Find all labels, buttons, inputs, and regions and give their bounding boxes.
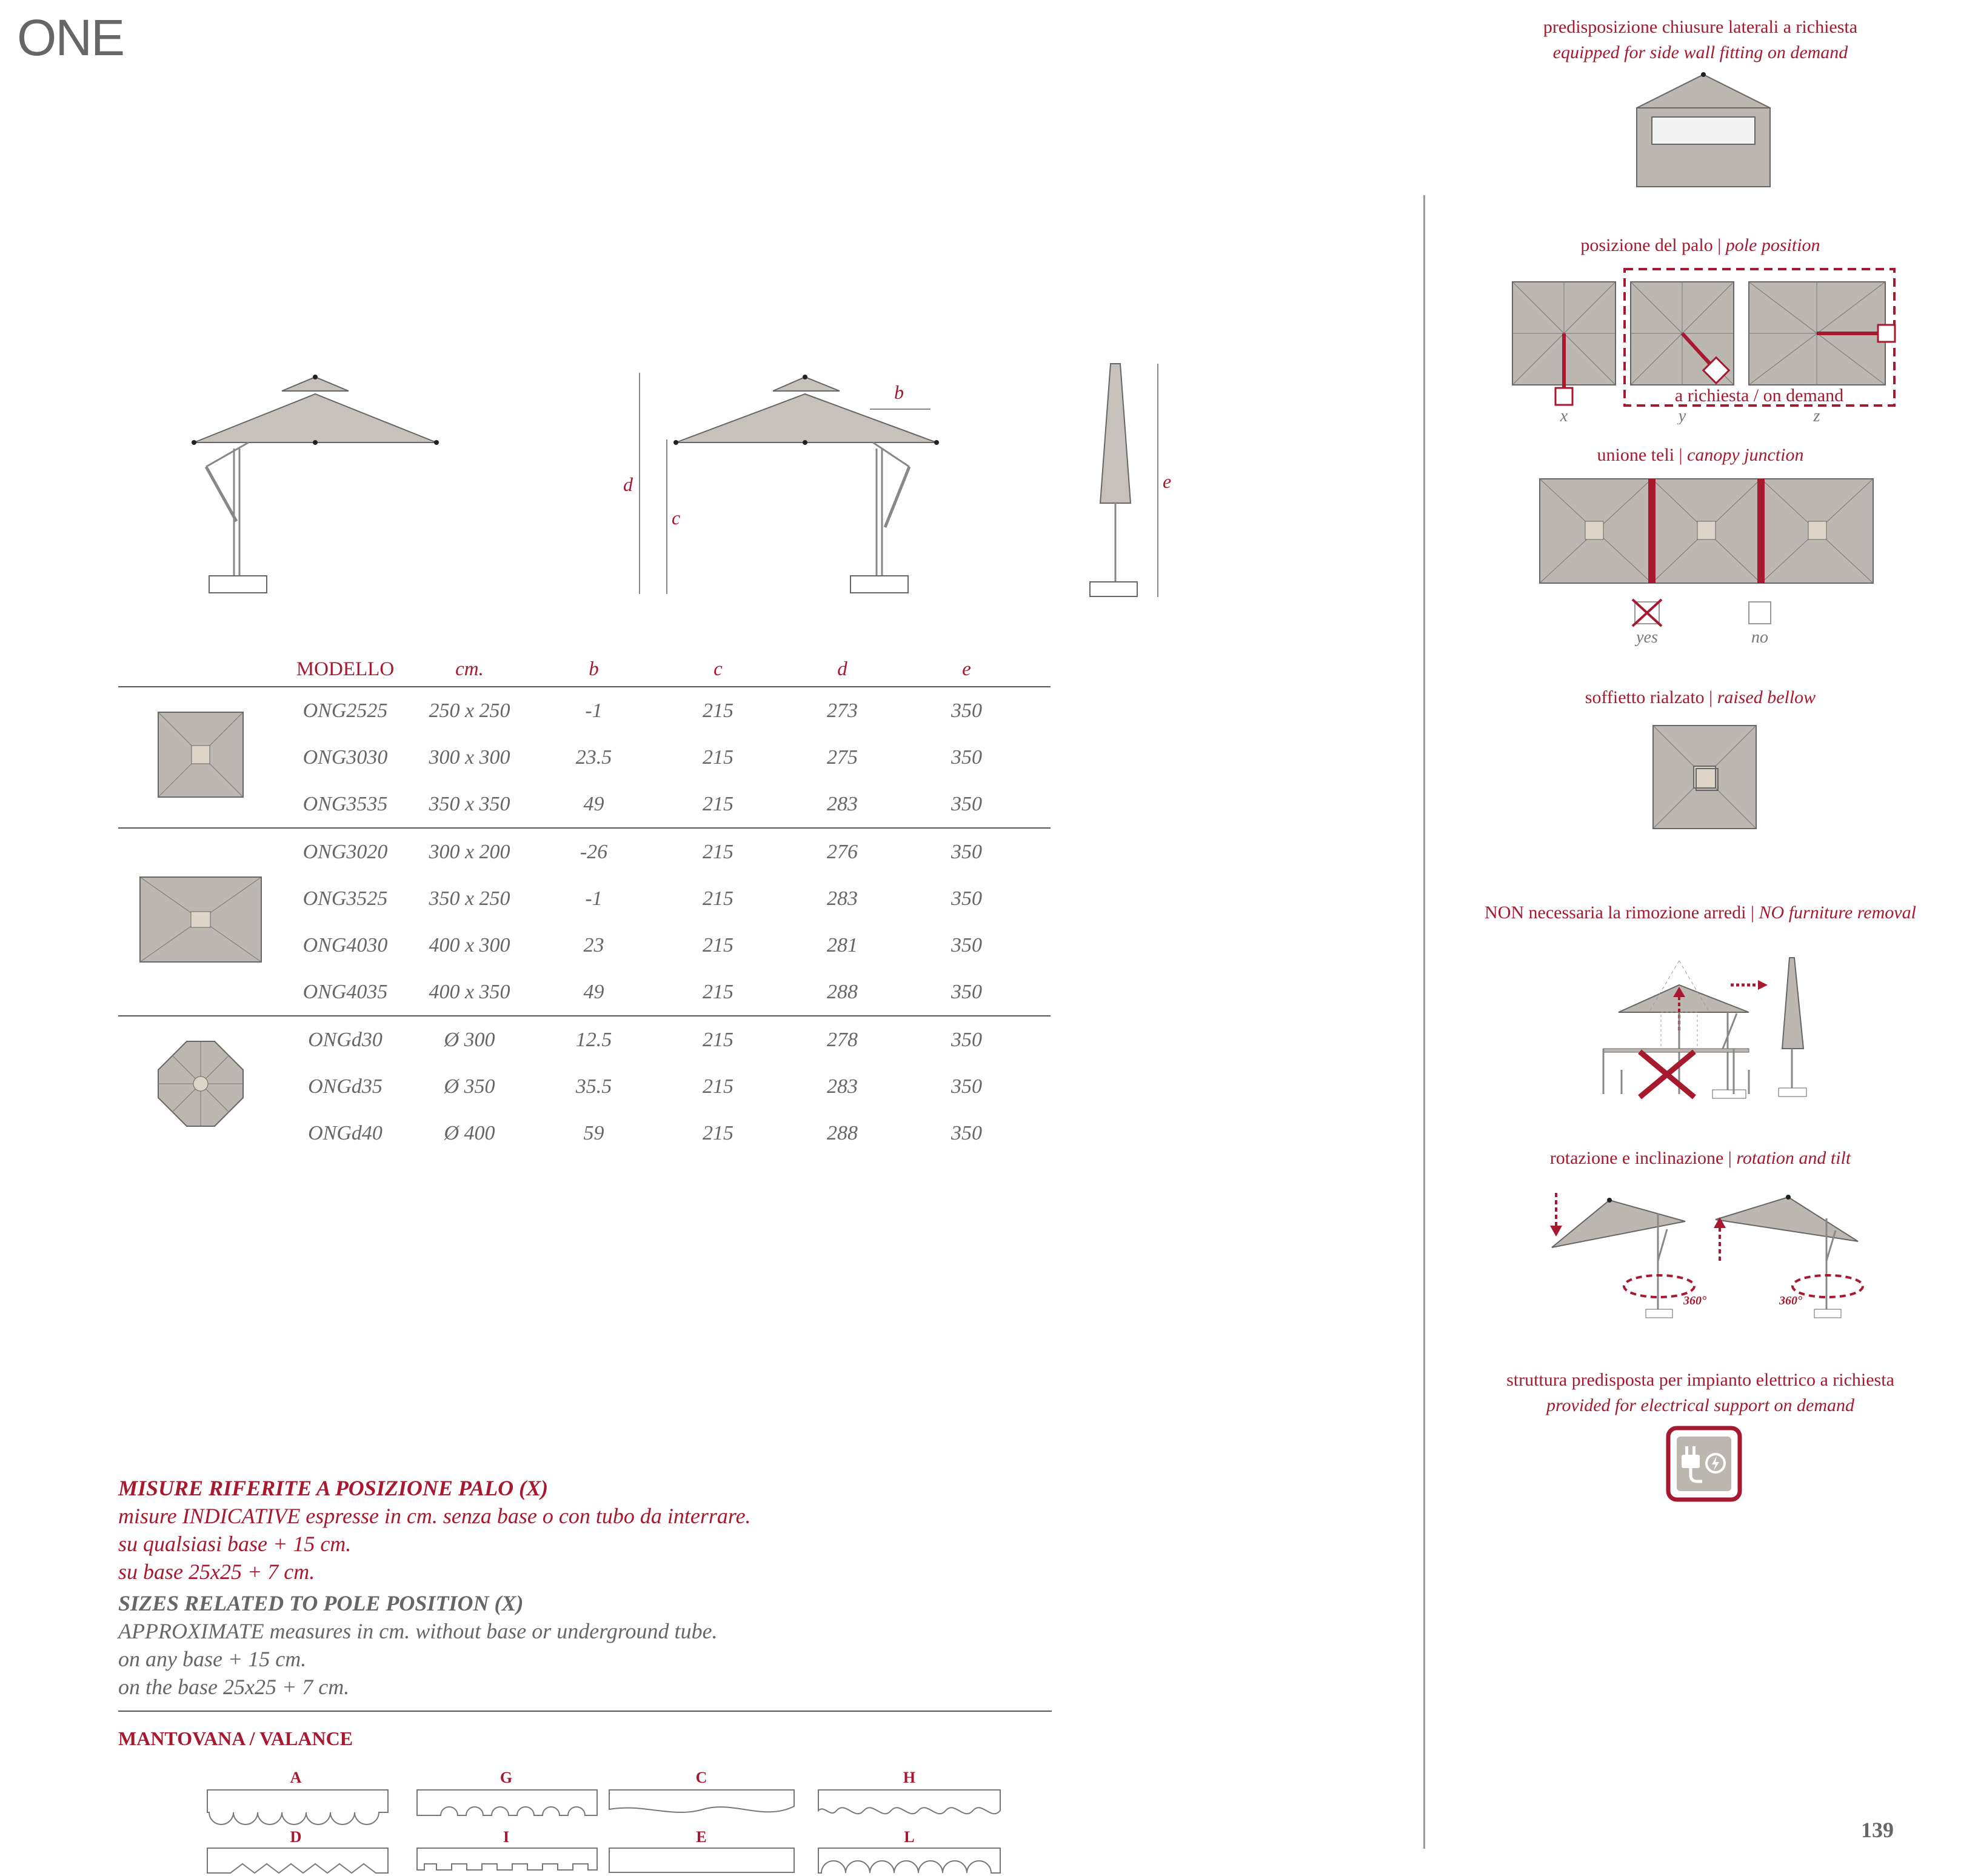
- svg-text:I: I: [503, 1828, 510, 1846]
- note-line-en: on the base 25x25 + 7 cm.: [118, 1675, 350, 1699]
- svg-text:H: H: [903, 1769, 916, 1786]
- section-divider: [118, 1711, 1052, 1712]
- page-number: 139: [1861, 1818, 1894, 1842]
- cell-model: ONG3535: [302, 792, 388, 815]
- pole-label-x: x: [1560, 407, 1568, 424]
- note-line-en: APPROXIMATE measures in cm. without base or underground tube.: [118, 1619, 718, 1643]
- cell-model: ONG4030: [302, 933, 388, 956]
- square-canopy-icon: [155, 709, 246, 800]
- canopy-junction-diagram: [1537, 476, 1876, 652]
- junction-yes-checkbox: [1632, 599, 1662, 647]
- electrical-plug-icon: [1666, 1426, 1742, 1502]
- svg-text:E: E: [696, 1828, 707, 1846]
- note-title-en: SIZES RELATED TO POLE POSITION (X): [118, 1591, 524, 1615]
- table-row: ONGd35 Ø 350 35.5 215 283 350: [118, 1063, 1051, 1110]
- table-row: ONGd40 Ø 400 59 215 288 350: [118, 1110, 1051, 1157]
- feature-canopy-junction: unione teli | canopy junction: [1597, 445, 1804, 465]
- on-demand-label: a richiesta / on demand: [1674, 386, 1844, 406]
- note-line-it: su qualsiasi base + 15 cm.: [118, 1532, 352, 1556]
- no-furniture-removal-diagram: [1594, 952, 1837, 1100]
- pole-position-x-icon: [1512, 282, 1615, 405]
- table-row: ONG4030 400 x 300 23 215 281 350: [118, 922, 1051, 969]
- header-e: e: [904, 652, 1029, 687]
- umbrella-open-side-drawing: [623, 373, 939, 594]
- table-row: ONG3535 350 x 350 49 215 283 350: [118, 781, 1051, 828]
- brand-logo: ONE: [17, 9, 124, 66]
- valance-i: [417, 1828, 597, 1870]
- valance-g: [417, 1769, 597, 1815]
- valance-a: [207, 1769, 388, 1824]
- svg-text:L: L: [904, 1828, 915, 1846]
- feature-no-furniture-removal: NON necessaria la rimozione arredi | NO furniture removal: [1485, 903, 1916, 923]
- pole-position-y-icon: [1631, 282, 1734, 385]
- pole-label-y: y: [1678, 407, 1686, 424]
- note-line-en: on any base + 15 cm.: [118, 1647, 307, 1671]
- octagonal-canopy-icon: [155, 1038, 246, 1129]
- table-header-row: [118, 652, 1051, 687]
- feature-pole-position: posizione del palo | pole position: [1580, 235, 1820, 255]
- valance-l: [818, 1828, 1000, 1873]
- cell-model: ONGd40: [308, 1121, 383, 1144]
- table-row: ONG3525 350 x 250 -1 215 283 350: [118, 875, 1051, 922]
- feature-electrical: struttura predisposta per impianto elettrico a richiesta provided for electrical support on demand: [1506, 1370, 1894, 1415]
- header-model: MODELLO: [283, 652, 407, 687]
- pole-label-z: z: [1813, 407, 1820, 424]
- feature-side-wall: predisposizione chiusure laterali a richiesta equipped for side wall fitting on demand: [1543, 17, 1858, 62]
- note-title-it: MISURE RIFERITE A POSIZIONE PALO (X): [118, 1476, 549, 1500]
- raised-bellow-icon: [1650, 723, 1759, 832]
- header-c: c: [656, 652, 780, 687]
- cell-model: ONGd35: [308, 1075, 383, 1098]
- note-line-it: su base 25x25 + 7 cm.: [118, 1560, 315, 1584]
- valance-e: [609, 1828, 794, 1872]
- valance-h: [818, 1769, 1000, 1814]
- feature-rotation-tilt: rotazione e inclinazione | rotation and tilt: [1549, 1148, 1851, 1168]
- header-b: b: [532, 652, 656, 687]
- rotation-tilt-diagram: [1543, 1188, 1870, 1321]
- rotation-label-right: 360°: [1779, 1294, 1802, 1307]
- table-row: ONG2525 250 x 250 -1 215 273 350: [118, 687, 1051, 734]
- junction-yes-label: yes: [1636, 628, 1658, 647]
- spec-table: [118, 652, 1051, 1157]
- junction-no-label: no: [1751, 628, 1768, 647]
- svg-text:G: G: [500, 1769, 513, 1786]
- table-row: ONG3030 300 x 300 23.5 215 275 350: [118, 734, 1051, 781]
- rectangular-canopy-icon: [137, 874, 264, 965]
- valance-styles: [200, 1767, 1012, 1876]
- dim-label-d: d: [623, 473, 633, 495]
- svg-text:D: D: [290, 1828, 302, 1846]
- rotation-label-left: 360°: [1683, 1294, 1706, 1307]
- cell-model: ONG3525: [302, 887, 388, 910]
- dim-label-c: c: [672, 507, 681, 529]
- valance-c: [609, 1769, 794, 1812]
- valance-d: [207, 1828, 388, 1873]
- header-d: d: [780, 652, 904, 687]
- umbrella-elevation-drawings: [182, 358, 1212, 612]
- table-row: ONGd30 Ø 300 12.5 215 278 350: [118, 1016, 1051, 1063]
- pole-position-z-icon: [1749, 282, 1895, 385]
- pole-position-diagrams: [1509, 267, 1897, 424]
- table-row: ONG4035 400 x 350 49 215 288 350: [118, 969, 1051, 1016]
- table-row: ONG3020 300 x 200 -26 215 276 350: [118, 828, 1051, 875]
- dim-label-b: b: [894, 381, 904, 403]
- svg-text:C: C: [695, 1769, 707, 1786]
- side-wall-icon: [1631, 72, 1776, 193]
- valance-title: MANTOVANA / VALANCE: [118, 1727, 353, 1749]
- cell-model: ONGd30: [283, 1016, 407, 1063]
- dim-label-e: e: [1163, 470, 1172, 492]
- cell-model: ONG4035: [302, 980, 388, 1003]
- junction-no-checkbox: [1749, 602, 1771, 647]
- feature-raised-bellow: soffietto rialzato | raised bellow: [1585, 687, 1816, 707]
- sizes-notes: [118, 1474, 1052, 1701]
- cell-model: ONG2525: [283, 687, 407, 734]
- column-divider: [1423, 195, 1425, 1849]
- umbrella-closed-drawing: [1090, 364, 1171, 597]
- cell-model: ONG3030: [302, 746, 388, 769]
- cell-model: ONG3020: [283, 828, 407, 875]
- header-cm: cm.: [407, 652, 532, 687]
- svg-text:A: A: [290, 1769, 302, 1786]
- note-line-it: misure INDICATIVE espresse in cm. senza base o con tubo da interrare.: [118, 1504, 751, 1528]
- umbrella-open-front-drawing: [192, 375, 439, 593]
